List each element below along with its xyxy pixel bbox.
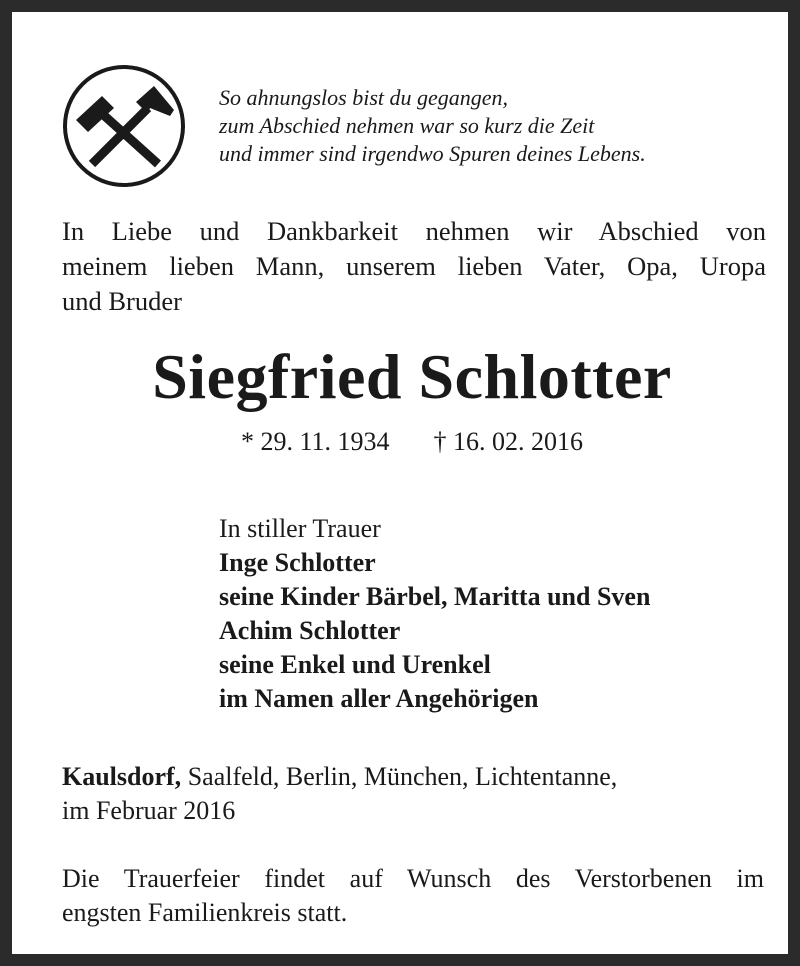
funeral-notice [62, 862, 764, 930]
deceased-name: Siegfried Schlotter [152, 341, 672, 412]
mourners-heading: In stiller Trauer [219, 514, 381, 543]
mourner-name: im Namen aller Angehörigen [219, 684, 539, 713]
memorial-quote [219, 84, 646, 168]
mourners-block [219, 512, 650, 716]
funeral-line: Die Trauerfeier findet auf Wunsch des Verstorbenen im [62, 864, 764, 893]
notice-date: im Februar 2016 [62, 796, 236, 825]
quote-line: und immer sind irgendwo Spuren deines Lebens. [219, 141, 646, 166]
life-dates [12, 426, 800, 458]
intro-line: In Liebe und Dankbarkeit nehmen wir Abschied von [62, 216, 766, 246]
death-date: † 16. 02. 2016 [433, 427, 584, 456]
birth-date: * 29. 11. 1934 [240, 427, 390, 456]
place-others: Saalfeld, Berlin, München, Lichtentanne, [187, 762, 618, 791]
mourner-name: seine Kinder Bärbel, Maritta und Sven [219, 582, 651, 611]
quote-line: So ahnungslos bist du gegangen, [219, 85, 509, 110]
mourner-name: Inge Schlotter [219, 548, 376, 577]
place-main: Kaulsdorf, [62, 762, 182, 791]
hammer-and-pick-icon [62, 64, 186, 188]
intro-line: meinem lieben Mann, unserem lieben Vater, Opa, Uropa [62, 251, 766, 281]
mourner-name: Achim Schlotter [219, 616, 401, 645]
funeral-line: engsten Familienkreis statt. [62, 898, 348, 927]
intro-line: und Bruder [62, 286, 182, 316]
quote-line: zum Abschied nehmen war so kurz die Zeit [219, 113, 595, 138]
mourner-name: seine Enkel und Urenkel [219, 650, 491, 679]
intro-text [62, 214, 766, 319]
place-and-date [62, 760, 617, 828]
